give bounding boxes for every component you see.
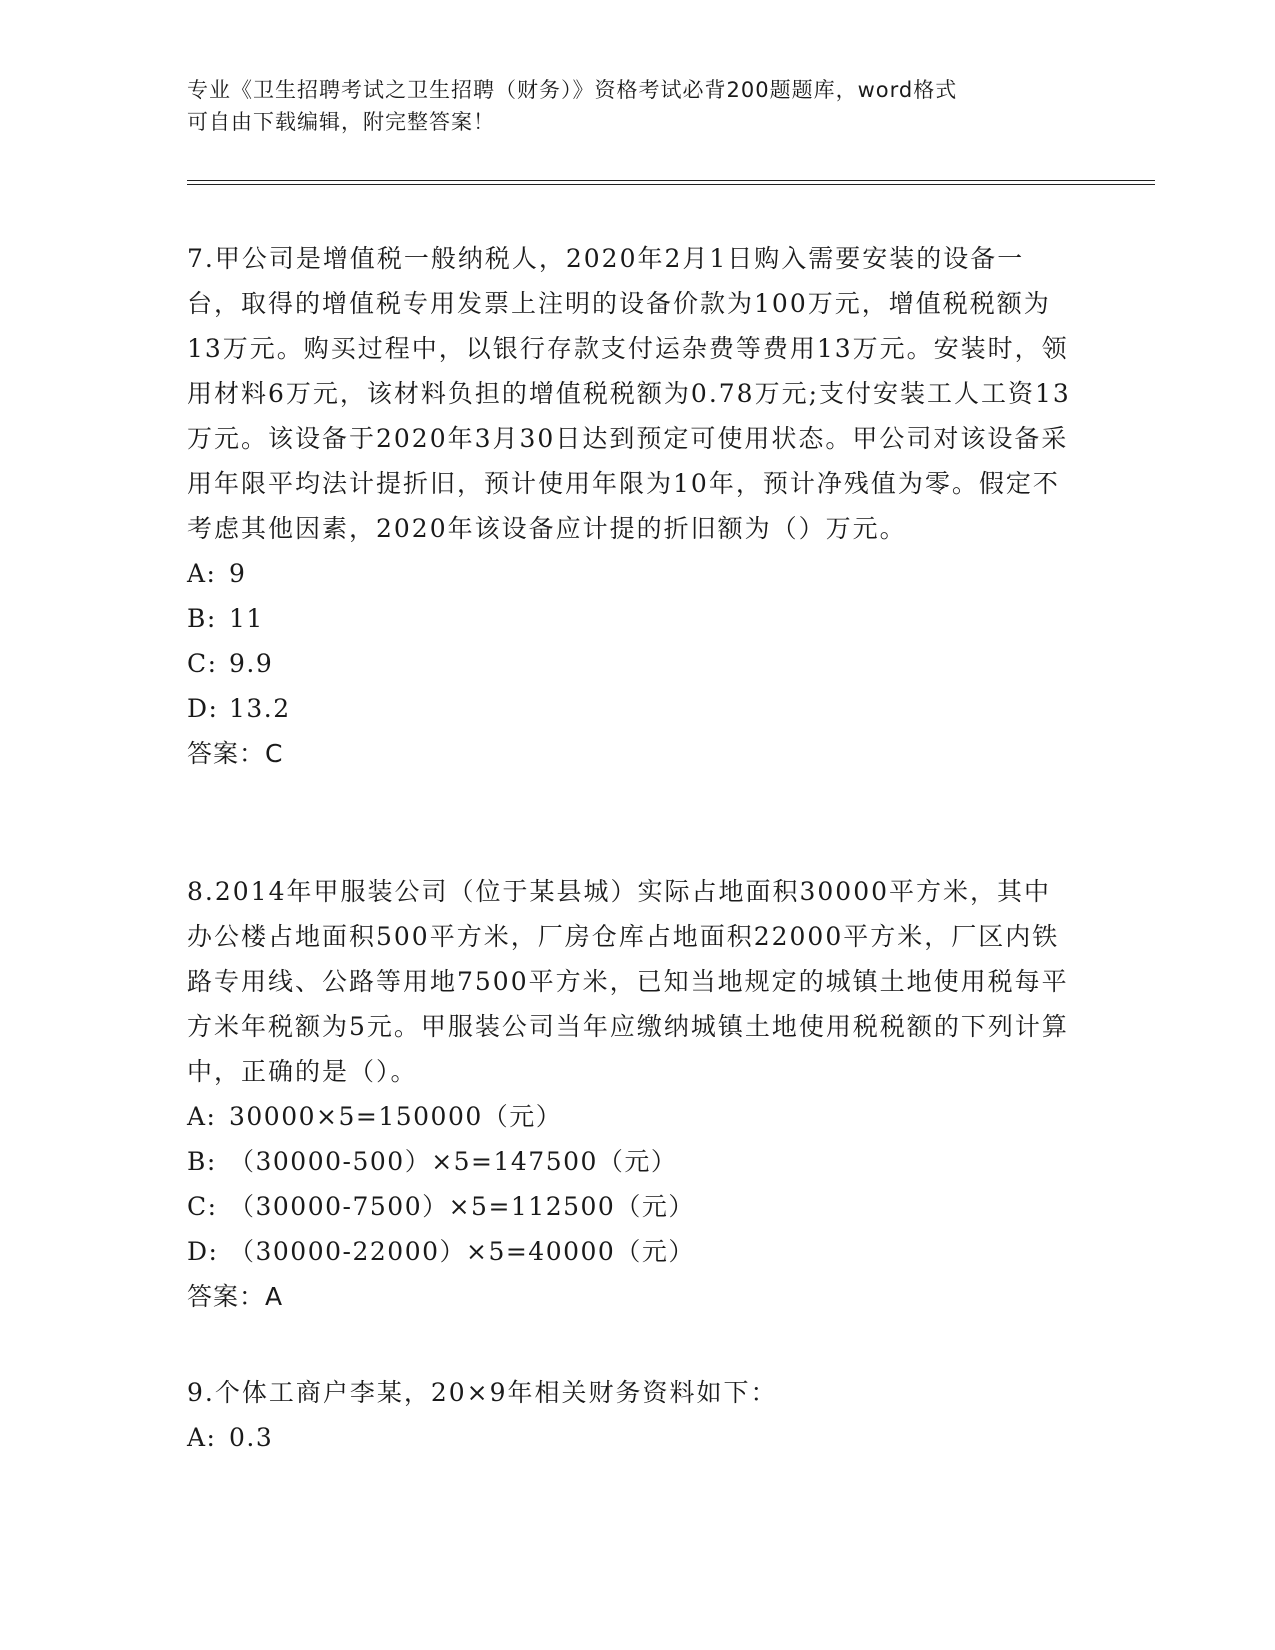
option-letter: D: bbox=[187, 694, 219, 723]
option-b bbox=[187, 1139, 1077, 1184]
option-letter: C: bbox=[187, 1192, 218, 1221]
option-text: 11 bbox=[229, 604, 264, 633]
option-b bbox=[187, 596, 1077, 641]
option-text: 13.2 bbox=[229, 694, 291, 723]
option-letter: C: bbox=[187, 649, 218, 678]
option-text: （30000-22000）×5=40000（元） bbox=[229, 1237, 695, 1266]
option-letter: A: bbox=[187, 1423, 217, 1452]
question-7 bbox=[187, 236, 1077, 776]
answer-line: 答案：A bbox=[187, 1282, 284, 1311]
question-8 bbox=[187, 869, 1077, 1319]
option-letter: D: bbox=[187, 1237, 219, 1266]
option-text: 9 bbox=[229, 559, 247, 588]
document-header bbox=[187, 74, 1087, 138]
option-c bbox=[187, 1184, 1077, 1229]
question-text: 7.甲公司是增值税一般纳税人，2020年2月1日购入需要安装的设备一台，取得的增值税专用发票上注明的设备价款为100万元，增值税税额为13万元。购买过程中，以银行存款支付运杂费等费用13万元。安装时，领用材料6万元，该材料负担的增值税税额为0.78万元;支付安装工人工资13万元。该设备于2020年3月30日达到预定可使用状态。甲公司对该设备采用年限平均法计提折旧，预计使用年限为10年，预计净残值为零。假定不考虑其他因素，2020年该设备应计提的折旧额为（）万元。 bbox=[187, 244, 1071, 543]
option-a bbox=[187, 1415, 1077, 1460]
option-a bbox=[187, 551, 1077, 596]
option-letter: B: bbox=[187, 1147, 217, 1176]
option-text: （30000-7500）×5=112500（元） bbox=[229, 1192, 695, 1221]
header-divider bbox=[187, 180, 1155, 181]
option-c bbox=[187, 641, 1077, 686]
header-line-1: 专业《卫生招聘考试之卫生招聘（财务）》资格考试必背200题题库，word格式 bbox=[187, 78, 958, 102]
option-text: 30000×5=150000（元） bbox=[229, 1102, 563, 1131]
option-letter: A: bbox=[187, 559, 217, 588]
option-text: 9.9 bbox=[229, 649, 274, 678]
option-letter: B: bbox=[187, 604, 217, 633]
header-divider bbox=[187, 184, 1155, 185]
answer-line: 答案：C bbox=[187, 739, 284, 768]
question-text: 9.个体工商户李某，20×9年相关财务资料如下： bbox=[187, 1378, 778, 1407]
option-text: 0.3 bbox=[229, 1423, 274, 1452]
question-9 bbox=[187, 1370, 1077, 1460]
option-a bbox=[187, 1094, 1077, 1139]
header-line-2: 可自由下载编辑，附完整答案！ bbox=[187, 110, 495, 134]
option-letter: A: bbox=[187, 1102, 217, 1131]
option-d bbox=[187, 686, 1077, 731]
option-d bbox=[187, 1229, 1077, 1274]
question-text: 8.2014年甲服装公司（位于某县城）实际占地面积30000平方米，其中办公楼占地面积500平方米，厂房仓库占地面积22000平方米，厂区内铁路专用线、公路等用地7500平方米，已知当地规定的城镇土地使用税每平方米年税额为5元。甲服装公司当年应缴纳城镇土地使用税税额的下列计算中，正确的是（）。 bbox=[187, 877, 1069, 1086]
option-text: （30000-500）×5=147500（元） bbox=[229, 1147, 678, 1176]
